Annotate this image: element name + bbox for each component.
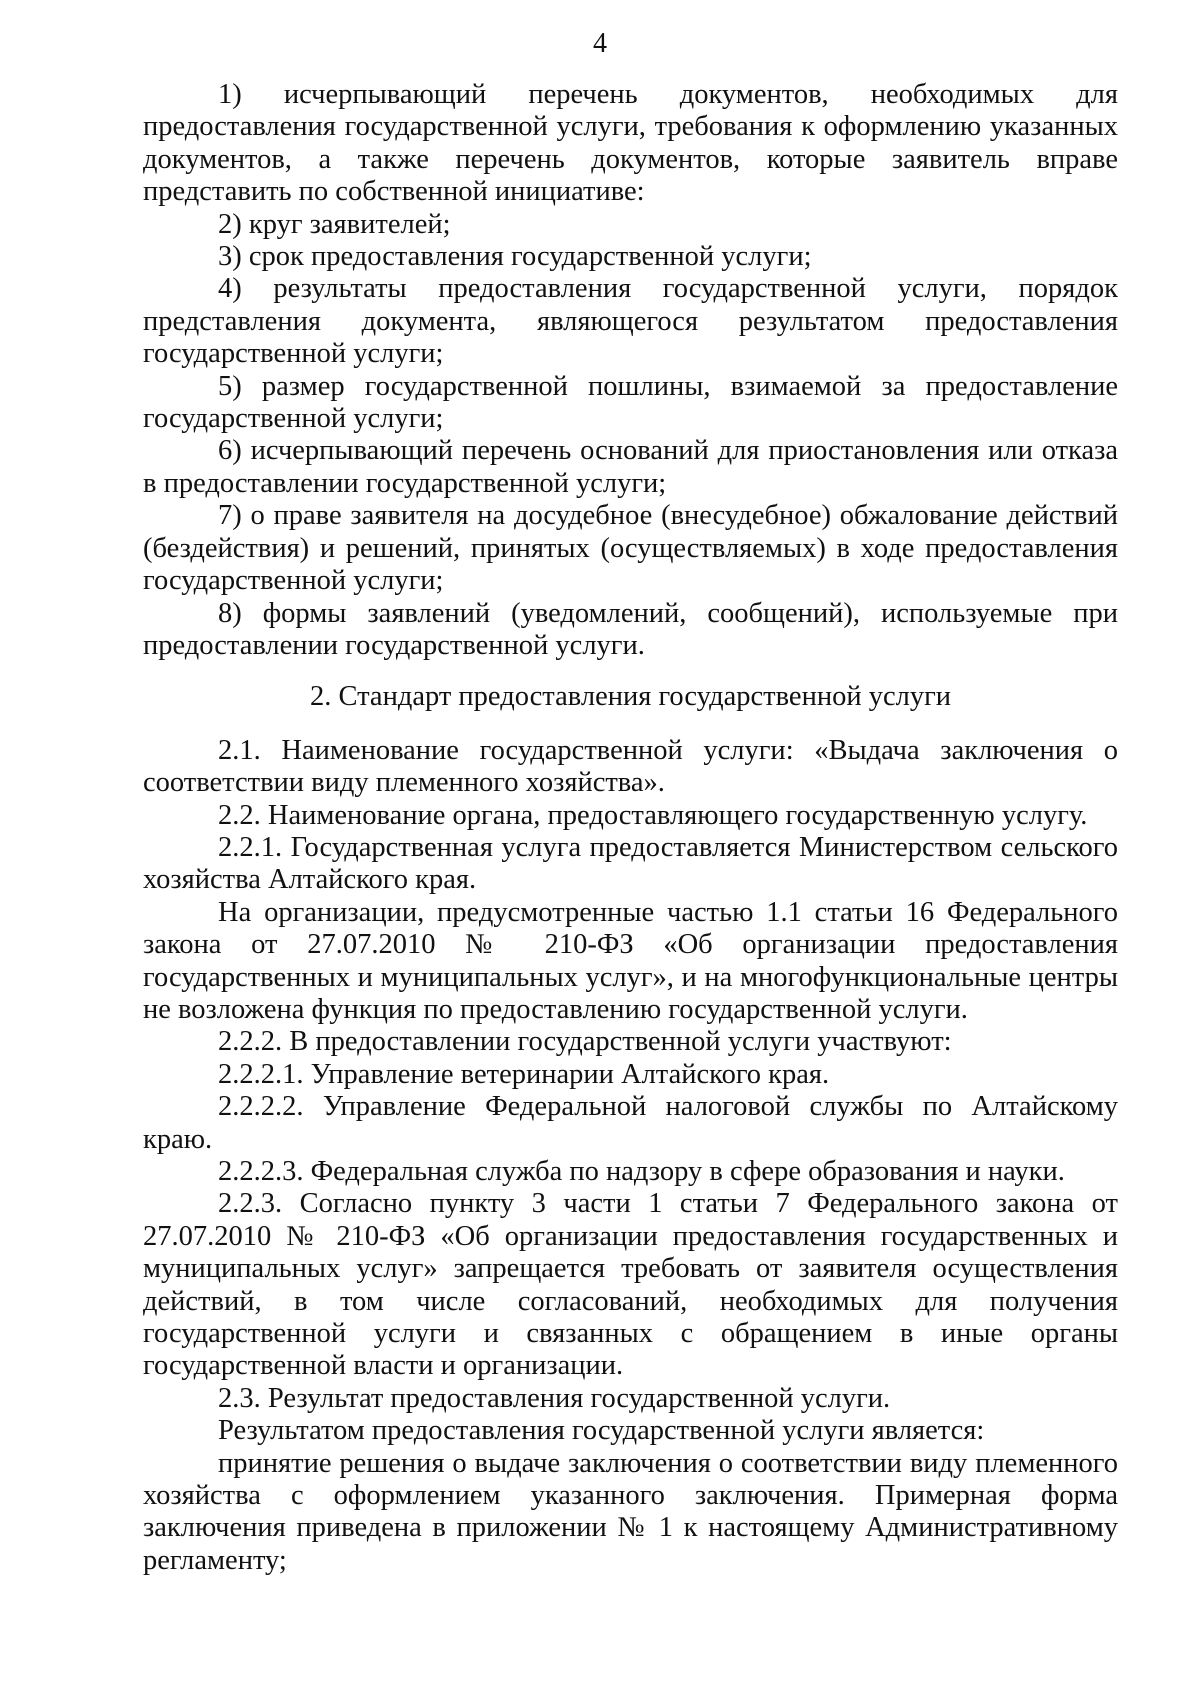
list-item-4: 4) результаты предоставления государственной услуги, порядок представления документа, являющегося результатом предоставления государственной услуги; — [143, 273, 1118, 370]
document-body — [143, 79, 1118, 1577]
list-item-8: 8) формы заявлений (уведомлений, сообщений), используемые при предоставлении государственной услуги. — [143, 597, 1118, 661]
clause-2-2-1: 2.2.1. Государственная услуга предоставляется Министерством сельского хозяйства Алтайского края. — [143, 831, 1118, 896]
clause-2-2-2-1: 2.2.2.1. Управление ветеринарии Алтайского края. — [218, 1058, 830, 1090]
clause-2-3-result-item: принятие решения о выдаче заключения о соответствии виду племенного хозяйства с оформлением указанного заключения. Примерная форма заключения приведена в приложении № 1 к настоящему Административному регламенту; — [143, 1447, 1118, 1576]
clause-2-2-2-2: 2.2.2.2. Управление Федеральной налоговой службы по Алтайскому краю. — [143, 1091, 1118, 1155]
list-item-3: 3) срок предоставления государственной услуги; — [218, 241, 812, 273]
clause-2-1: 2.1. Наименование государственной услуги: «Выдача заключения о соответствии виду племенного хозяйства». — [143, 734, 1118, 799]
list-item-2: 2) круг заявителей; — [218, 208, 451, 240]
clause-2-2-2: 2.2.2. В предоставлении государственной услуги участвуют: — [218, 1026, 952, 1058]
clause-2-2-2-3: 2.2.2.3. Федеральная служба по надзору в сфере образования и науки. — [218, 1156, 1065, 1187]
clause-2-2-1-note: На организации, предусмотренные частью 1.1 статьи 16 Федерального закона от 27.07.2010 № 210-ФЗ «Об организации предоставления государственных и муниципальных услуг», и на многофункциональные центры не возложена функция по предоставлению государственной услуги. — [143, 896, 1118, 1025]
list-item-7: 7) о праве заявителя на досудебное (внесудебное) обжалование действий (бездействия) и решений, принятых (осуществляемых) в ходе предоставления государственной услуги; — [143, 500, 1118, 597]
clause-2-3-result-intro: Результатом предоставления государственной услуги является: — [218, 1415, 985, 1447]
section-heading: 2. Стандарт предоставления государственной услуги — [309, 681, 952, 713]
list-item-6: 6) исчерпывающий перечень оснований для приостановления или отказа в предоставлении государственной услуги; — [143, 435, 1118, 499]
clause-2-2: 2.2. Наименование органа, предоставляющего государственную услугу. — [218, 799, 1088, 831]
list-item-5: 5) размер государственной пошлины, взимаемой за предоставление государственной услуги; — [143, 370, 1118, 435]
clause-2-3: 2.3. Результат предоставления государственной услуги. — [218, 1382, 891, 1414]
page-number: 4 — [593, 28, 607, 59]
list-item-1: 1) исчерпывающий перечень документов, необходимых для предоставления государственной услуги, требования к оформлению указанных документов, а также перечень документов, которые заявитель вправе представить по собственной инициативе: — [143, 79, 1118, 208]
clause-2-2-3: 2.2.3. Согласно пункту 3 части 1 статьи 7 Федерального закона от 27.07.2010 № 210-ФЗ «Об организации предоставления государственных и муниципальных услуг» запрещается требовать от заявителя осуществления действий, в том числе согласований, необходимых для получения государственной услуги и связанных с обращением в иные органы государственной власти и организации. — [143, 1188, 1118, 1382]
